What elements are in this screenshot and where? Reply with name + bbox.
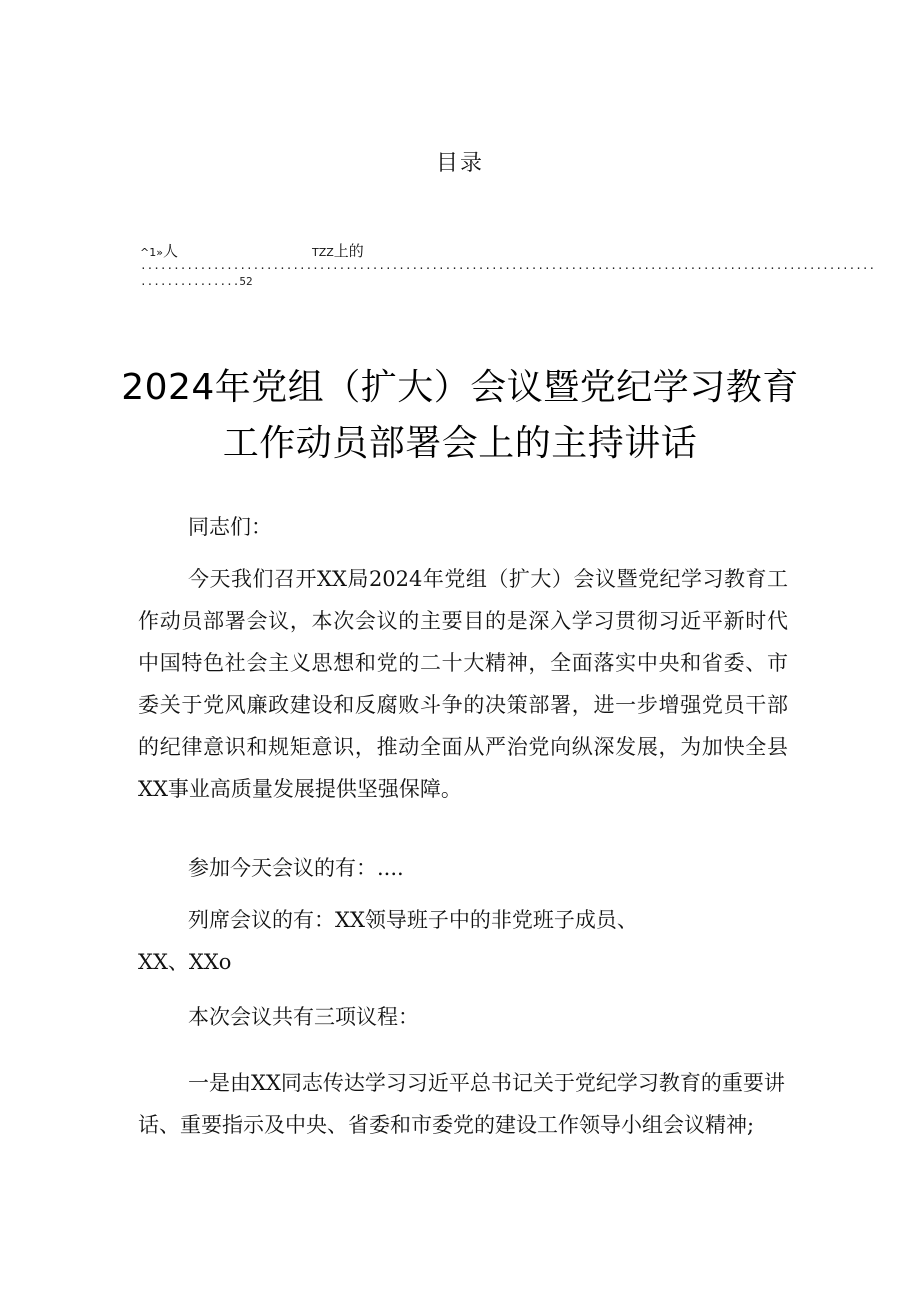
greeting: 同志们： — [188, 515, 272, 539]
toc-heading: 目录 — [435, 151, 484, 176]
agenda-item-1: 一是由XX同志传达学习习近平总书记关于党纪学习教育的重要讲话、重要指示及中央、省委和市委党的建设工作领导小组会议精神; — [138, 1071, 785, 1137]
toc-leader-line2: ...............52 — [140, 275, 253, 288]
observers-line2: XX、XXo — [138, 950, 232, 974]
toc-entry-right-prefix: TZZ — [312, 246, 334, 259]
toc-entry-left-text: 人 — [162, 242, 178, 260]
document-title-line1: 2024年党组（扩大）会议暨党纪学习教育 — [121, 367, 799, 408]
toc-leader-dots: ............................................................................................................... — [140, 259, 876, 272]
attendees-line: 参加今天会议的有：.... — [188, 856, 404, 880]
toc-page-number: 52 — [239, 275, 253, 288]
document-title-line2: 工作动员部署会上的主持讲话 — [222, 423, 698, 464]
observers-paragraph — [138, 899, 788, 983]
observers-line1: 列席会议的有：XX领导班子中的非党班子成员、 — [188, 908, 638, 932]
opening-paragraph: 今天我们召开XX局2024年党组（扩大）会议暨党纪学习教育工作动员部署会议，本次会议的主要目的是深入学习贯彻习近平新时代中国特色社会主义思想和党的二十大精神，全面落实中央和省委、市委关于党风廉政建设和反腐败斗争的决策部署，进一步增强党员干部的纪律意识和规矩意识，推动全面从严治党向纵深发展，为加快全县XX事业高质量发展提供坚强保障。 — [138, 567, 788, 801]
toc-entry-left-prefix: ^1» — [140, 246, 163, 259]
agenda-intro: 本次会议共有三项议程： — [188, 1005, 419, 1029]
toc-entry-right-text: 上的 — [333, 242, 364, 260]
document-title — [0, 360, 920, 472]
